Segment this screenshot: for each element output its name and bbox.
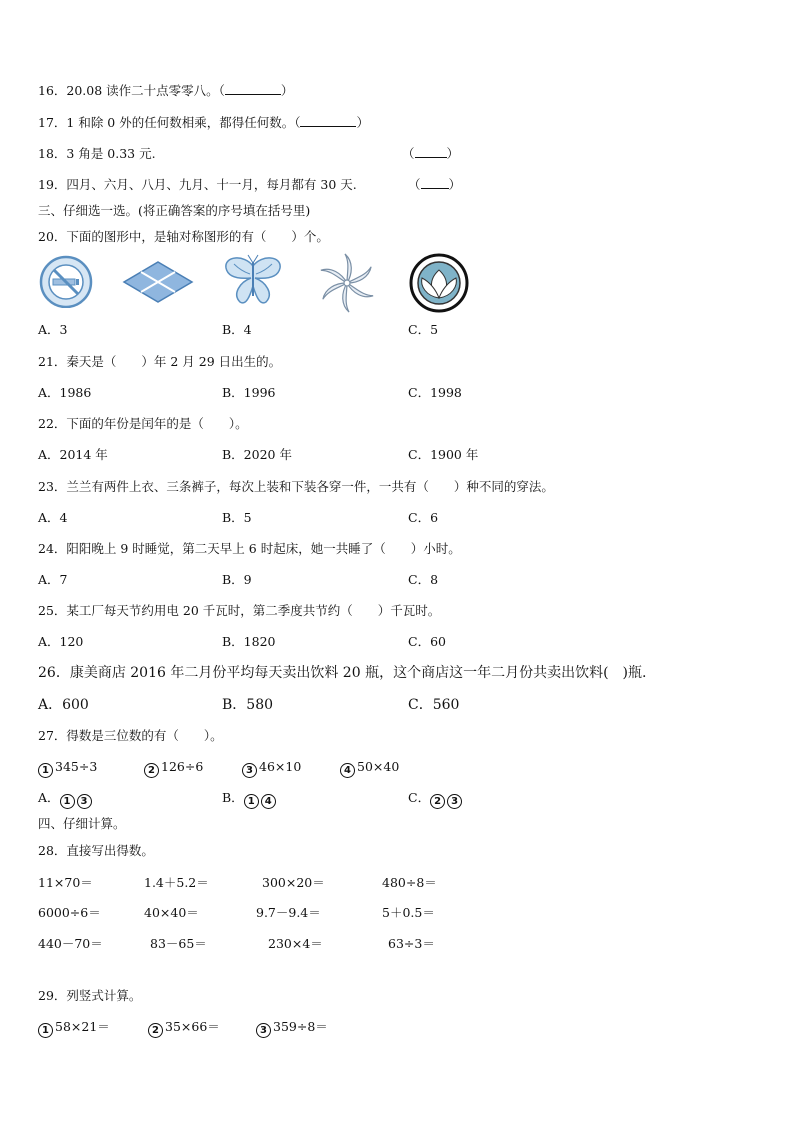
question-16: 16．20.08 读作二十点零零八。（ ） bbox=[38, 83, 294, 98]
question-text: 20.08 读作二十点零零八。（ bbox=[66, 83, 225, 98]
option-b[interactable]: B．9 bbox=[222, 572, 252, 587]
calc-item: 6000÷6＝ bbox=[38, 905, 101, 920]
question-number: 28． bbox=[38, 843, 67, 858]
option-a[interactable]: A．4 bbox=[38, 510, 68, 525]
question-28 bbox=[38, 842, 154, 860]
expression-item-3: 3 46×10 bbox=[242, 758, 301, 778]
option-b[interactable]: B．580 bbox=[222, 697, 274, 713]
calc-item: 480÷8＝ bbox=[382, 875, 437, 890]
question-text: 得数是三位数的有（ ）。 bbox=[66, 728, 223, 743]
figure-row bbox=[38, 252, 498, 314]
answer-bracket-18: （ ） bbox=[402, 146, 460, 161]
option-b[interactable]: B．1996 bbox=[222, 385, 276, 400]
answer-blank[interactable] bbox=[225, 82, 281, 95]
circled-number: 1 bbox=[38, 1023, 53, 1038]
question-21 bbox=[38, 353, 281, 371]
option-a[interactable]: A． 1 3 bbox=[38, 789, 94, 809]
circled-number: 2 bbox=[144, 763, 159, 778]
calc-item: 9.7－9.4＝ bbox=[256, 905, 321, 920]
question-text: 直接写出得数。 bbox=[66, 843, 154, 858]
question-19 bbox=[38, 176, 357, 194]
answer-blank[interactable] bbox=[415, 145, 447, 158]
calc-item: 11×70＝ bbox=[38, 875, 93, 890]
question-text: 康美商店 2016 年二月份平均每天卖出饮料 20 瓶，这个商店这一年二月份共卖出饮料( )瓶. bbox=[69, 665, 647, 681]
option-c[interactable]: C．6 bbox=[408, 510, 439, 525]
question-29 bbox=[38, 987, 141, 1005]
question-number: 23． bbox=[38, 479, 67, 494]
option-a[interactable]: A．120 bbox=[38, 634, 84, 649]
calc-item: 63÷3＝ bbox=[388, 936, 435, 951]
question-text: 下面的年份是闰年的是（ ）。 bbox=[66, 416, 248, 431]
question-18 bbox=[38, 145, 156, 163]
question-text: 某工厂每天节约用电 20 千瓦时，第二季度共节约（ ）千瓦时。 bbox=[66, 603, 441, 618]
rhombus-grid-icon bbox=[120, 252, 196, 308]
question-number: 16． bbox=[38, 83, 67, 98]
question-text: 四月、六月、八月、九月、十一月，每月都有 30 天. bbox=[66, 177, 357, 192]
question-number: 25． bbox=[38, 603, 67, 618]
no-smoking-sign-icon bbox=[38, 252, 94, 308]
calc-item: 40×40＝ bbox=[144, 905, 199, 920]
vertical-calc-item-1: 1 58×21＝ bbox=[38, 1018, 110, 1038]
circled-number: 3 bbox=[256, 1023, 271, 1038]
question-number: 21． bbox=[38, 354, 67, 369]
circled-number: 4 bbox=[340, 763, 355, 778]
option-a[interactable]: A．2014 年 bbox=[38, 447, 108, 462]
option-b[interactable]: B． 1 4 bbox=[222, 789, 278, 809]
question-text: 下面的图形中，是轴对称图形的有（ ）个。 bbox=[66, 229, 329, 244]
question-text: 兰兰有两件上衣、三条裤子，每次上装和下装各穿一件，一共有（ ）种不同的穿法。 bbox=[66, 479, 554, 494]
expression-item-1: 1 345÷3 bbox=[38, 758, 97, 778]
question-number: 26． bbox=[38, 665, 70, 681]
option-c[interactable]: C．1998 bbox=[408, 385, 462, 400]
question-number: 29． bbox=[38, 988, 67, 1003]
butterfly-icon bbox=[220, 252, 286, 308]
option-c[interactable]: C．560 bbox=[408, 697, 460, 713]
question-number: 18． bbox=[38, 146, 67, 161]
circled-number: 2 bbox=[148, 1023, 163, 1038]
pinwheel-flower-icon bbox=[314, 252, 380, 314]
question-25 bbox=[38, 602, 440, 620]
circled-number: 3 bbox=[242, 763, 257, 778]
option-a[interactable]: A．600 bbox=[38, 697, 89, 713]
option-b[interactable]: B．5 bbox=[222, 510, 252, 525]
expression-item-4: 4 50×40 bbox=[340, 758, 399, 778]
answer-blank[interactable] bbox=[300, 114, 356, 127]
vertical-calc-item-2: 2 35×66＝ bbox=[148, 1018, 220, 1038]
question-text: 列竖式计算。 bbox=[66, 988, 142, 1003]
expression-item-2: 2 126÷6 bbox=[144, 758, 203, 778]
question-24 bbox=[38, 540, 461, 558]
section-heading-4: 四、仔细计算。 bbox=[38, 816, 126, 831]
calc-item: 440－70＝ bbox=[38, 936, 103, 951]
question-text: 阳阳晚上 9 时睡觉，第二天早上 6 时起床，她一共睡了（ ）小时。 bbox=[66, 541, 461, 556]
question-number: 24． bbox=[38, 541, 67, 556]
option-c[interactable]: C．60 bbox=[408, 634, 446, 649]
question-text: 秦天是（ ）年 2 月 29 日出生的。 bbox=[66, 354, 282, 369]
answer-bracket-19: （ ） bbox=[408, 177, 462, 192]
option-a[interactable]: A．7 bbox=[38, 572, 68, 587]
question-26 bbox=[38, 664, 646, 682]
option-a[interactable]: A．3 bbox=[38, 322, 68, 337]
question-number: 19． bbox=[38, 177, 67, 192]
section-heading-3: 三、仔细选一选。(将正确答案的序号填在括号里) bbox=[38, 203, 311, 218]
circled-number: 1 bbox=[38, 763, 53, 778]
option-b[interactable]: B．4 bbox=[222, 322, 252, 337]
option-c[interactable]: C．1900 年 bbox=[408, 447, 479, 462]
question-20 bbox=[38, 228, 329, 246]
question-number: 17． bbox=[38, 115, 67, 130]
question-number: 20． bbox=[38, 229, 67, 244]
calc-item: 230×4＝ bbox=[268, 936, 323, 951]
calc-item: 5＋0.5＝ bbox=[382, 905, 435, 920]
question-text: 3 角是 0.33 元. bbox=[66, 146, 156, 161]
question-text: 1 和除 0 外的任何数相乘，都得任何数。（ bbox=[66, 115, 301, 130]
question-number: 22． bbox=[38, 416, 67, 431]
question-22 bbox=[38, 415, 248, 433]
answer-blank[interactable] bbox=[421, 176, 449, 189]
question-23 bbox=[38, 478, 554, 496]
question-number: 27． bbox=[38, 728, 67, 743]
calc-item: 83－65＝ bbox=[150, 936, 207, 951]
option-a[interactable]: A．1986 bbox=[38, 385, 92, 400]
calc-item: 1.4＋5.2＝ bbox=[144, 875, 209, 890]
option-b[interactable]: B．1820 bbox=[222, 634, 276, 649]
option-c[interactable]: C．5 bbox=[408, 322, 439, 337]
question-27 bbox=[38, 727, 223, 745]
question-17: 17．1 和除 0 外的任何数相乘，都得任何数。（ ） bbox=[38, 115, 369, 130]
vertical-calc-item-3: 3 359÷8＝ bbox=[256, 1018, 328, 1038]
calc-item: 300×20＝ bbox=[262, 875, 325, 890]
leaf-emblem-icon bbox=[408, 252, 470, 314]
option-b[interactable]: B．2020 年 bbox=[222, 447, 292, 462]
option-c[interactable]: C． 2 3 bbox=[408, 789, 464, 809]
option-c[interactable]: C．8 bbox=[408, 572, 439, 587]
